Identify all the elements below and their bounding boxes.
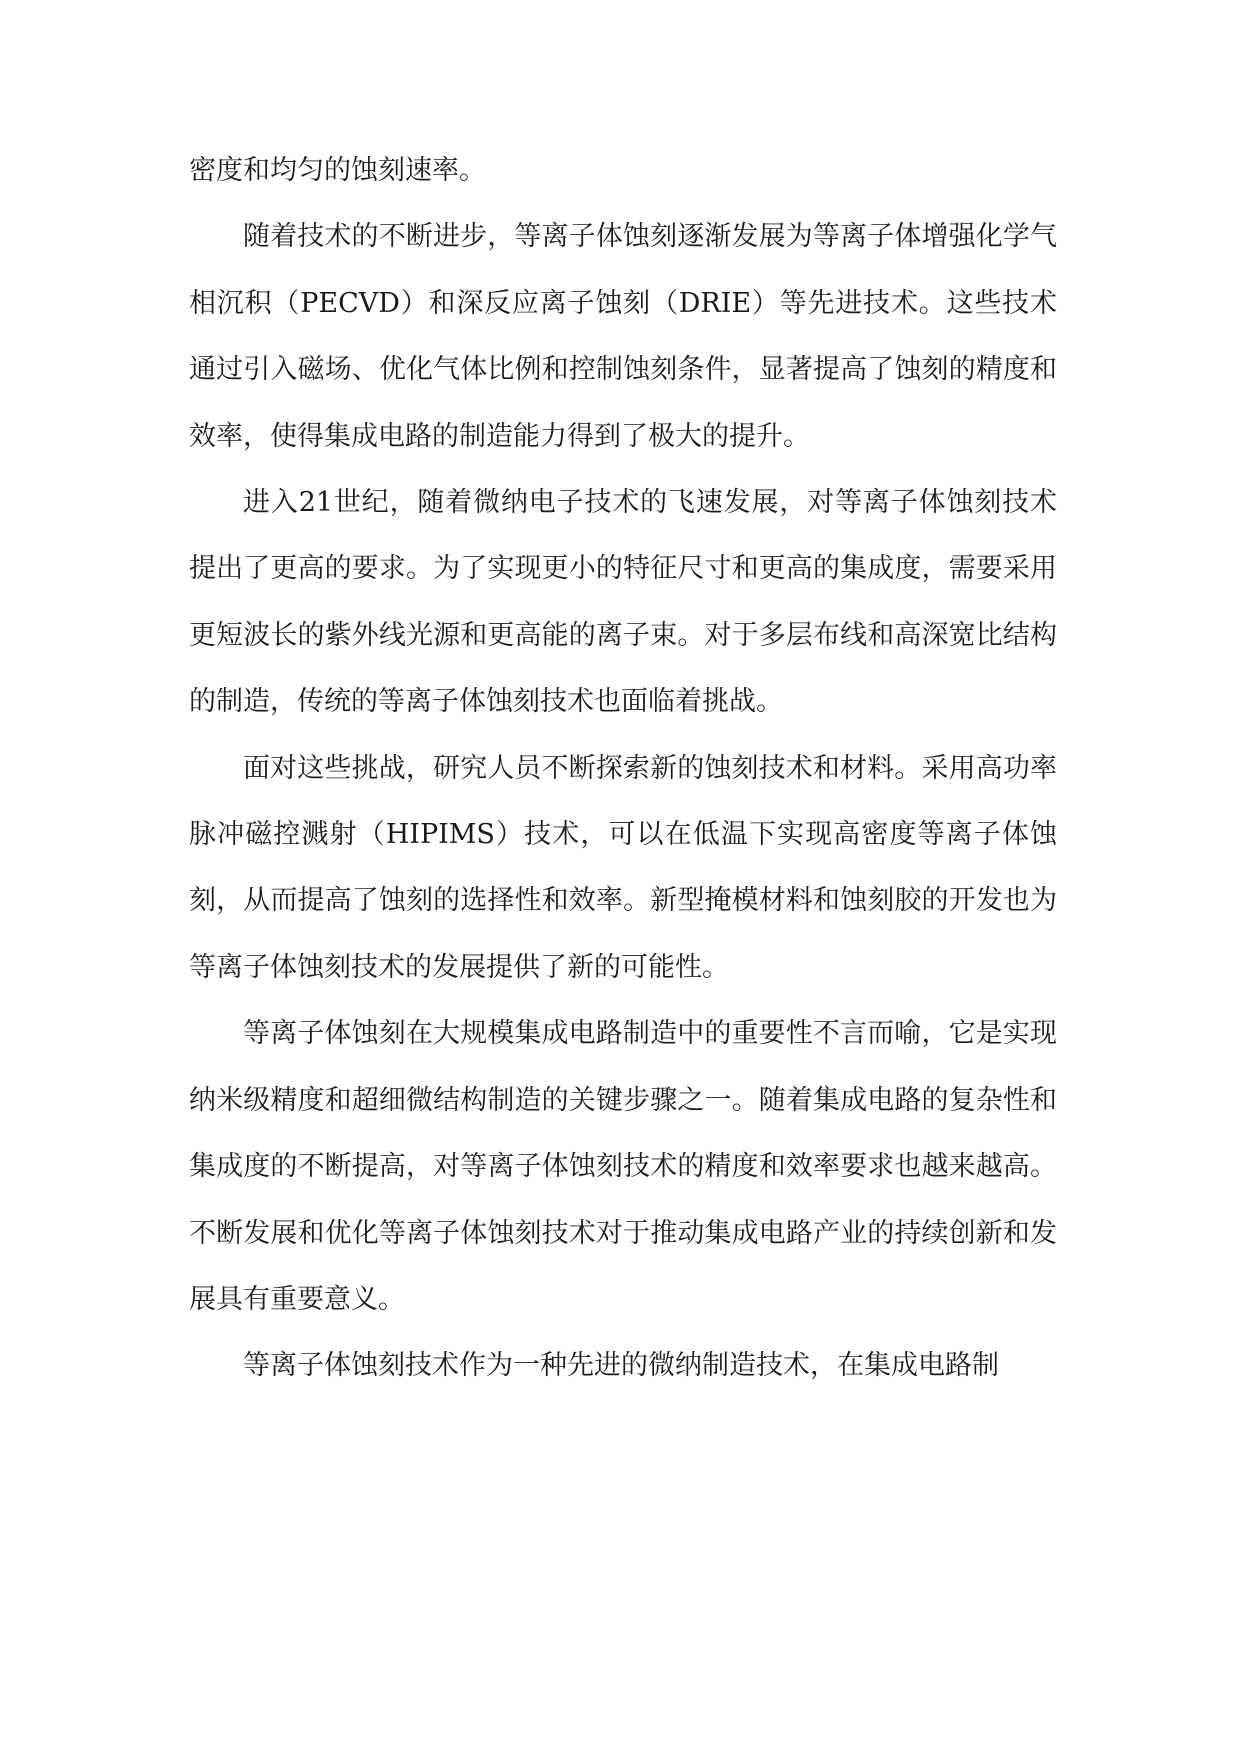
paragraph-21st-century: 进入21世纪，随着微纳电子技术的飞速发展，对等离子体蚀刻技术提出了更高的要求。为了实现更小的特征尺寸和更高的集成度，需要采用更短波长的紫外线光源和更高能的离子束。对于多层布线和高深宽比结构的制造，传统的等离子体蚀刻技术也面临着挑战。: [189, 487, 1057, 718]
paragraph-conclusion-start: 等离子体蚀刻技术作为一种先进的微纳制造技术，在集成电路制: [243, 1350, 999, 1382]
paragraph-continuation: 密度和均匀的蚀刻速率。: [189, 155, 486, 186]
body-text: [189, 138, 1057, 1400]
paragraph-importance: 等离子体蚀刻在大规模集成电路制造中的重要性不言而喻，它是实现纳米级精度和超细微结构制造的关键步骤之一。随着集成电路的复杂性和集成度的不断提高，对等离子体蚀刻技术的精度和效率要求也越来越高。不断发展和优化等离子体蚀刻技术对于推动集成电路产业的持续创新和发展具有重要意义。: [189, 1018, 1057, 1315]
paragraph-pecvd-drie: 随着技术的不断进步，等离子体蚀刻逐渐发展为等离子体增强化学气相沉积（PECVD）和深反应离子蚀刻（DRIE）等先进技术。这些技术通过引入磁场、优化气体比例和控制蚀刻条件，显著提高了蚀刻的精度和效率，使得集成电路的制造能力得到了极大的提升。: [189, 221, 1057, 452]
paragraph-hipims: 面对这些挑战，研究人员不断探索新的蚀刻技术和材料。采用高功率脉冲磁控溅射（HIPIMS）技术，可以在低温下实现高密度等离子体蚀刻，从而提高了蚀刻的选择性和效率。新型掩模材料和蚀刻胶的开发也为等离子体蚀刻技术的发展提供了新的可能性。: [189, 752, 1057, 983]
